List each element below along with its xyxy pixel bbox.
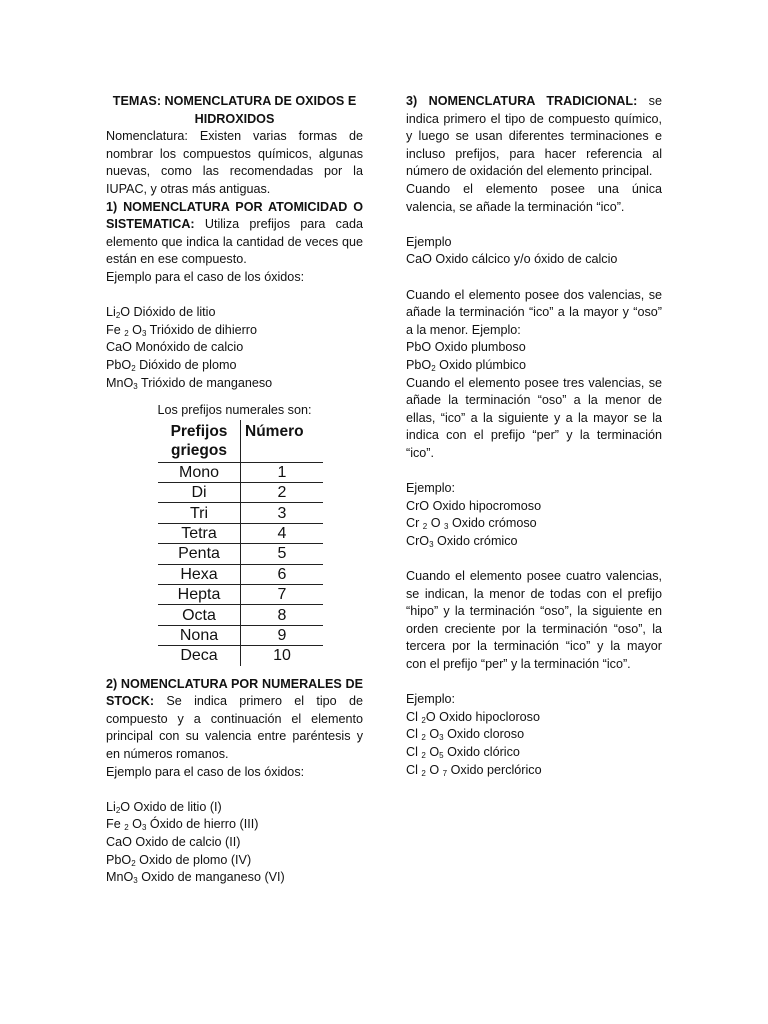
compound-name: Trióxido de dihierro [146,322,258,337]
prefix-cell: Hexa [158,564,241,584]
two-valences-paragraph: Cuando el elemento posee dos valencias, se añade la terminación “ico” a la mayor y “oso” a la menor. Ejemplo: [406,287,662,337]
section-2-heading: 2) NOMENCLATURA POR NUMERALES DE STOCK: [106,676,363,709]
formula-part: 3 [133,381,138,391]
compound-name: Oxido crómico [433,533,518,548]
formula-part: 5 [439,750,444,760]
table-row [158,625,323,645]
formula-line [406,762,662,780]
number-cell: 8 [241,605,324,625]
prefix-cell: Tri [158,503,241,523]
formula-line [106,816,363,834]
compound-name: Oxido cloroso [443,727,525,742]
compound-name: Oxido plúmbico [435,357,526,372]
prefix-table [158,420,323,666]
number-cell: 5 [241,544,324,564]
two-valences-examples [406,339,662,374]
formula-line [406,339,662,357]
formula-line [106,304,363,322]
formula-line [106,339,363,357]
formula-line [406,726,662,744]
formula-part: 2 [115,311,121,321]
table-row [158,503,323,523]
table-caption: Los prefijos numerales son: [157,403,312,418]
formula-part: O [425,709,436,724]
formula-part: O [128,322,142,337]
formula-line [106,834,363,852]
three-valences-examples [406,498,662,551]
compound-name: Oxido hipocloroso [435,709,540,724]
formula-part: 3 [444,522,449,532]
formula-line [406,357,662,375]
formula-part: CrO [406,498,430,513]
formula-part: O [425,744,440,759]
three-valences-label: Ejemplo: [406,481,455,496]
table-header-number: Número [241,420,324,463]
formula-part: PbO [106,852,132,867]
formula-part: 2 [421,733,426,743]
formula-part: O [425,727,440,742]
formula-part: Cl [406,727,422,742]
table-row [158,564,323,584]
compound-name: Oxido plumboso [431,340,526,355]
four-valences-label: Ejemplo: [406,692,455,707]
formula-part: CaO [106,340,132,355]
table-row [158,462,323,482]
formula-part: MnO [106,870,134,885]
three-valences-paragraph: Cuando el elemento posee tres valencias, se añade la terminación “oso” a la menor de ellas, “ico” a la siguiente y a la mayor se la indica con el prefijo “per” y la terminación “ico”. [406,375,662,460]
formula-part: Cl [406,709,422,724]
formula-line [106,852,363,870]
number-cell: 3 [241,503,324,523]
formula-part: 2 [422,522,428,532]
formula-part: 2 [124,823,129,833]
formula-part: PbO [406,340,432,355]
formula-part: Li [106,799,116,814]
compound-name: Óxido de hierro (III) [146,817,259,832]
document-title: TEMAS: NOMENCLATURA DE OXIDOS E HIDROXIDOS [112,94,357,126]
formula-part: 3 [439,733,444,743]
section-1-paragraph [106,199,363,269]
formula-line [106,375,363,393]
prefix-cell: Hepta [158,585,241,605]
example-1-line: CaO Oxido cálcico y/o óxido de calcio [406,252,618,267]
section-2-examples [106,799,363,887]
section-2-paragraph [106,676,363,764]
formula-part: PbO [406,357,432,372]
prefix-cell: Tetra [158,523,241,543]
section-1-examples [106,304,363,392]
formula-part: 2 [421,715,426,725]
section-1-example-intro: Ejemplo para el caso de los óxidos: [106,269,305,284]
formula-part: 2 [431,363,436,373]
formula-part: O [425,762,443,777]
intro-paragraph: Nomenclatura: Existen varias formas de nombrar los compuestos químicos, algunas nuevas, como las recomendadas por la IUPAC, y otras más antiguas. [106,129,363,196]
formula-part: 2 [421,750,426,760]
compound-name: Oxido clórico [443,744,520,759]
formula-part: MnO [106,375,134,390]
formula-line [106,869,363,887]
formula-part: Fe [106,817,125,832]
formula-part: 2 [131,363,136,373]
section-3-unique-valence: Cuando el elemento posee una única valencia, se añade la terminación “ico”. [406,181,662,214]
formula-part: O [427,516,445,531]
formula-line [106,799,363,817]
number-cell: 6 [241,564,324,584]
formula-part: 2 [131,858,136,868]
compound-name: Monóxido de calcio [131,340,244,355]
number-cell: 2 [241,483,324,503]
compound-name: Oxido de manganeso (VI) [137,870,285,885]
formula-part: O [128,817,142,832]
formula-part: 3 [141,823,147,833]
formula-part: 2 [115,805,121,815]
four-valences-paragraph: Cuando el elemento posee cuatro valencias, se indican, la menor de todas con el prefijo “hipo” y la terminación “oso”, la siguiente en orden creciente por la terminación “oso”, la tercera por la terminación “ico” y la mayor con el prefijo “per” y la terminación “ico”. [406,569,662,671]
formula-part: 3 [141,328,147,338]
formula-part: O [120,305,131,320]
prefix-cell: Di [158,483,241,503]
formula-part: Li [106,305,116,320]
table-row [158,544,323,564]
number-cell: 1 [241,462,324,482]
number-cell: 7 [241,585,324,605]
formula-part: O [120,799,131,814]
section-1-body: Utiliza prefijos para cada elemento que indica la cantidad de veces que están en ese compuesto. [106,217,363,267]
formula-line [406,498,662,516]
table-row [158,585,323,605]
formula-line [406,515,662,533]
section-3-heading: 3) NOMENCLATURA TRADICIONAL: [406,94,638,108]
compound-name: Oxido perclórico [447,762,542,777]
compound-name: Oxido de plomo (IV) [135,852,252,867]
formula-part: 3 [133,876,138,886]
number-cell: 4 [241,523,324,543]
formula-part: Cl [406,762,422,777]
formula-line [406,533,662,551]
compound-name: Dióxido de litio [130,305,216,320]
example-1-label: Ejemplo [406,234,452,249]
compound-name: Trióxido de manganeso [137,375,273,390]
formula-line [106,357,363,375]
prefix-cell: Mono [158,462,241,482]
section-2-body: Se indica primero el tipo de compuesto y a continuación el elemento principal con su valencia entre paréntesis y en números romanos. [106,694,363,761]
formula-part: CrO [406,533,430,548]
formula-line [406,709,662,727]
formula-part: 2 [124,328,129,338]
table-row [158,605,323,625]
compound-name: Oxido hipocromoso [429,498,542,513]
compound-name: Dióxido de plomo [135,357,237,372]
section-3-paragraph [406,93,662,181]
compound-name: Oxido de calcio (II) [131,834,241,849]
right-column [406,93,662,779]
formula-part: Fe [106,322,125,337]
compound-name: Oxido de litio (I) [130,799,222,814]
number-cell: 9 [241,625,324,645]
formula-line [406,744,662,762]
prefix-cell: Deca [158,646,241,666]
formula-part: Cl [406,744,422,759]
left-column [106,93,363,887]
prefix-cell: Nona [158,625,241,645]
prefix-cell: Penta [158,544,241,564]
formula-part: 7 [442,768,448,778]
formula-line [106,322,363,340]
table-header-prefixes: Prefijos griegos [158,420,241,463]
table-row [158,646,323,666]
formula-part: 3 [429,539,434,549]
table-row [158,483,323,503]
four-valences-examples [406,709,662,779]
number-cell: 10 [273,647,291,665]
table-row [158,523,323,543]
section-3-body: se indica primero el tipo de compuesto químico, y luego se usan diferentes terminaciones e incluso prefijos, para hacer referencia al número de oxidación del elemento principal. [406,94,662,179]
formula-part: Cr [406,516,423,531]
compound-name: Oxido crómoso [448,516,537,531]
prefix-cell: Octa [158,605,241,625]
formula-part: 2 [421,768,426,778]
formula-part: CaO [106,834,132,849]
section-2-example-intro: Ejemplo para el caso de los óxidos: [106,764,305,779]
formula-part: PbO [106,357,132,372]
section-1-heading: 1) NOMENCLATURA POR ATOMICIDAD O SISTEMATICA: [106,199,363,232]
